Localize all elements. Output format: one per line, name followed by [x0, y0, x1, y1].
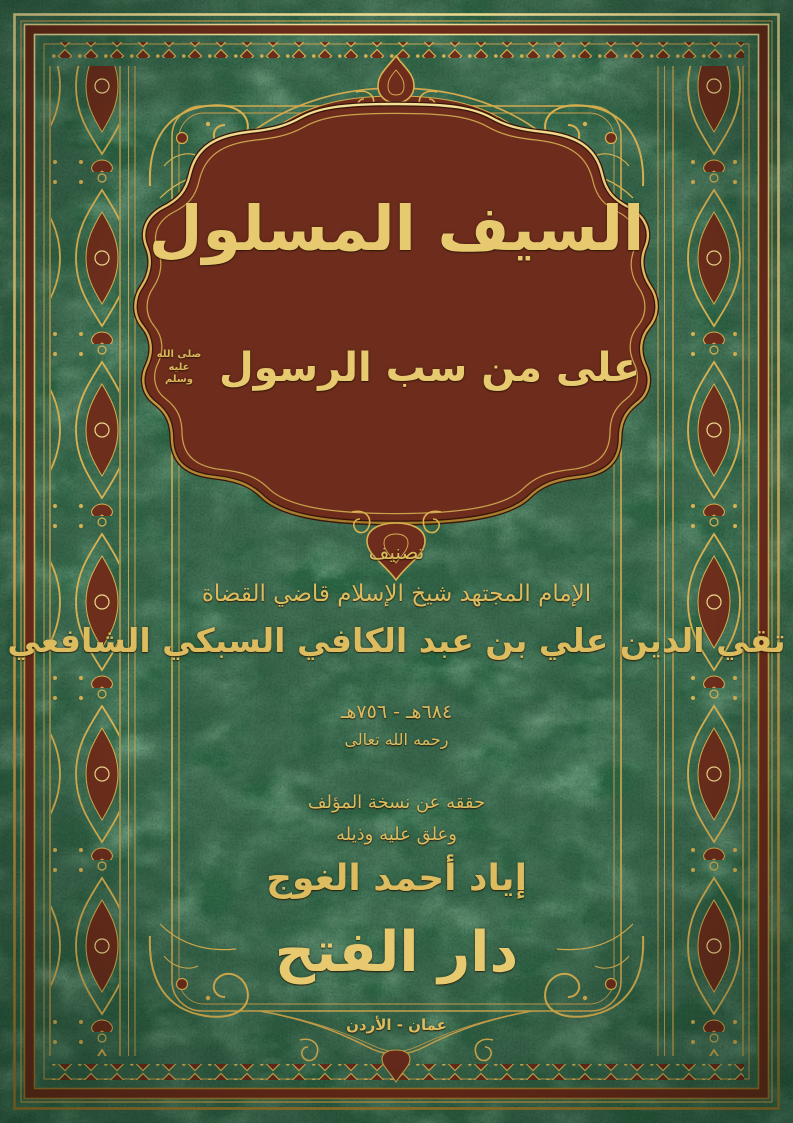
publisher-location: عمان - الأردن: [346, 1016, 447, 1034]
editor-name: إياد أحمد الغوج: [266, 858, 527, 899]
salawat-mark: صلى الله عليه وسلم: [156, 349, 202, 386]
author-honorifics: الإمام المجتهد شيخ الإسلام قاضي القضاة: [201, 581, 592, 607]
author-rahma: رحمه الله تعالى: [344, 730, 449, 749]
book-title-line2: على من سب الرسول: [218, 345, 641, 391]
tasnif-label: تصنيف: [368, 540, 425, 564]
publisher-name: دار الفتح: [274, 920, 519, 985]
author-dates: ٦٨٤هـ - ٧٥٦هـ: [340, 701, 453, 723]
editor-note-line2: وعلق عليه وذيله: [336, 824, 457, 845]
book-title-line1: السيف المسلول: [148, 192, 645, 265]
author-name: تقي الدين علي بن عبد الكافي السبكي الشافعي: [7, 621, 786, 660]
book-title-line2-row: [0, 345, 793, 391]
editor-note-line1: حققه عن نسخة المؤلف: [307, 792, 486, 813]
